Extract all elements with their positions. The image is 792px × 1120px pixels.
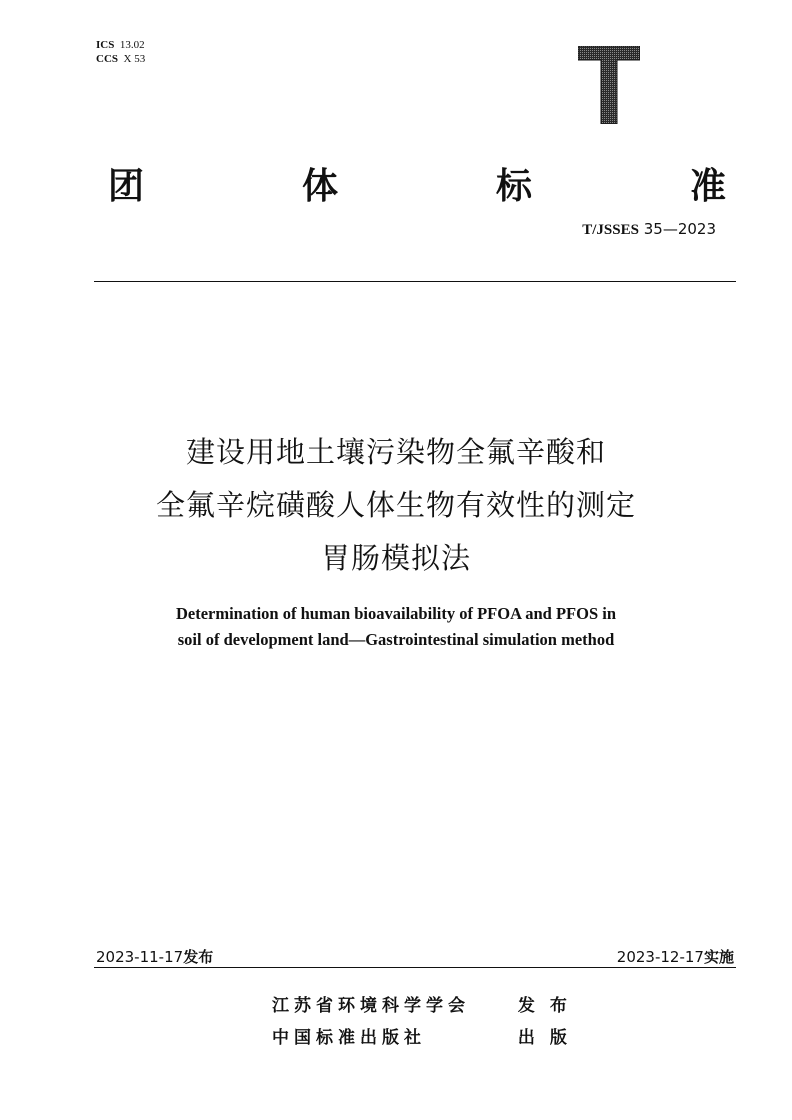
top-divider <box>94 281 736 282</box>
ccs-label: CCS <box>96 53 119 65</box>
title-chinese <box>60 426 732 585</box>
standard-type-char: 体 <box>301 166 338 207</box>
standard-type-char: 团 <box>108 166 145 207</box>
title-en-line: Determination of human bioavailability of PFOA and PFOS in <box>175 604 617 623</box>
ics-label: ICS <box>96 39 115 51</box>
ccs-code <box>96 52 145 66</box>
publisher-row <box>272 990 582 1022</box>
publisher-name: 江苏省环境科学学会 <box>272 996 470 1016</box>
title-cn-line: 全氟辛烷磺酸人体生物有效性的测定 <box>155 488 636 522</box>
standard-type-char: 准 <box>689 166 726 207</box>
ics-value: 13.02 <box>119 39 145 51</box>
implement-date <box>617 946 734 967</box>
implement-word: 实施 <box>703 948 734 966</box>
standard-number <box>582 220 716 239</box>
standard-number-value: 35—2023 <box>643 220 716 238</box>
title-english <box>60 601 732 653</box>
publisher-block <box>272 990 582 1054</box>
title-cn-line: 建设用地土壤污染物全氟辛酸和 <box>185 435 606 469</box>
title-en-line: soil of development land—Gastrointestinal simulation method <box>177 630 615 649</box>
publisher-action: 发布 <box>517 996 582 1016</box>
ccs-value: X 53 <box>123 53 146 65</box>
publish-date-value: 2023-11-17 <box>96 948 184 966</box>
publish-word: 发布 <box>183 948 214 966</box>
publisher-name: 中国标准出版社 <box>272 1028 426 1048</box>
ics-code <box>96 38 145 52</box>
classification-codes <box>96 38 145 66</box>
standard-type <box>108 158 726 209</box>
publisher-action: 出版 <box>517 1028 582 1048</box>
standard-number-prefix: T/JSSES <box>582 222 639 238</box>
bottom-divider <box>94 967 736 968</box>
implement-date-value: 2023-12-17 <box>616 948 704 966</box>
standard-t-logo <box>578 46 640 124</box>
title-cn-line: 胃肠模拟法 <box>320 541 471 575</box>
standard-type-char: 标 <box>495 166 532 207</box>
publisher-row <box>272 1022 582 1054</box>
publish-date <box>96 946 213 967</box>
